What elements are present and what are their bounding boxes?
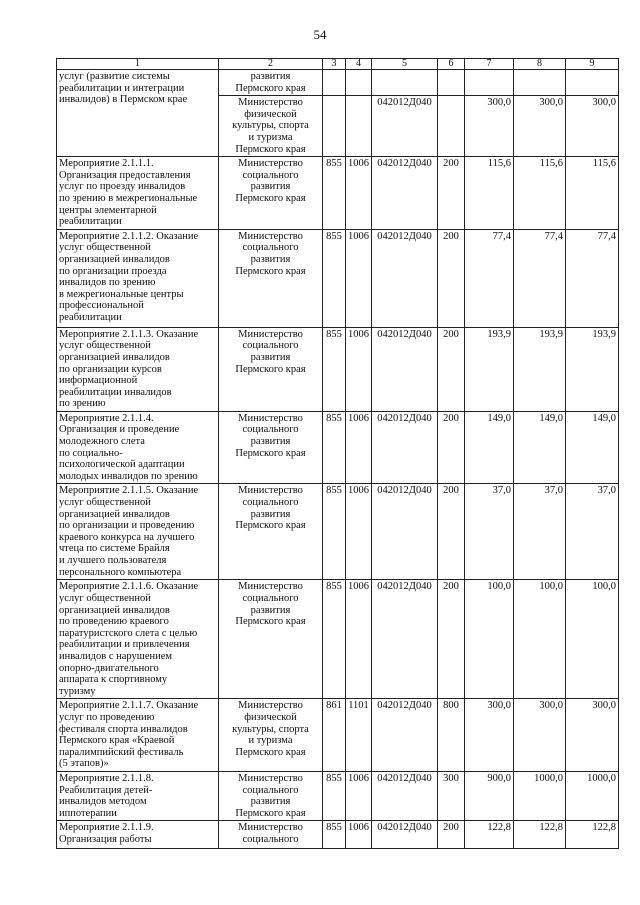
executor-cell: Министерство социального	[219, 821, 323, 849]
target-article-cell: 042012Д040	[372, 157, 438, 230]
grbs-code-cell: 855	[323, 327, 346, 411]
header-cell: 9	[566, 59, 619, 70]
activity-name-cell: Мероприятие 2.1.1.6. Оказание услуг общественной организацией инвалидов по проведению краевого паратуристского слета с целью реабилитации и привлечения инвалидов с нарушением опорно-двигательного аппарата к спортивному туризму	[57, 580, 219, 699]
table-row	[57, 411, 619, 484]
amount-year3-cell	[566, 70, 619, 96]
target-article-cell: 042012Д040	[372, 580, 438, 699]
target-article-cell	[372, 70, 438, 96]
expense-type-cell: 200	[438, 327, 465, 411]
amount-year2-cell: 149,0	[514, 411, 566, 484]
target-article-cell: 042012Д040	[372, 699, 438, 772]
header-cell: 6	[438, 59, 465, 70]
executor-cell: развития Пермского края	[219, 70, 323, 96]
amount-year3-cell: 77,4	[566, 229, 619, 327]
grbs-code-cell	[323, 70, 346, 96]
executor-cell: Министерство социального развития Пермского края	[219, 411, 323, 484]
expense-type-cell: 200	[438, 484, 465, 580]
page-number: 54	[313, 27, 327, 42]
amount-year1-cell: 300,0	[465, 96, 514, 157]
amount-year3-cell: 300,0	[566, 699, 619, 772]
amount-year1-cell	[465, 70, 514, 96]
table-row	[57, 70, 619, 96]
amount-year3-cell: 115,6	[566, 157, 619, 230]
grbs-code-cell: 855	[323, 411, 346, 484]
section-code-cell: 1006	[346, 157, 372, 230]
amount-year1-cell: 77,4	[465, 229, 514, 327]
executor-cell: Министерство социального развития Пермского края	[219, 229, 323, 327]
table-row	[57, 821, 619, 849]
executor-cell: Министерство социального развития Пермского края	[219, 327, 323, 411]
section-code-cell	[346, 70, 372, 96]
expense-type-cell	[438, 96, 465, 157]
target-article-cell: 042012Д040	[372, 327, 438, 411]
activity-name-cell: Мероприятие 2.1.1.7. Оказание услуг по проведению фестиваля спорта инвалидов Пермского края «Краевой паралимпийский фестиваль (5 этапов)»	[57, 699, 219, 772]
amount-year1-cell: 149,0	[465, 411, 514, 484]
amount-year2-cell: 37,0	[514, 484, 566, 580]
table-row	[57, 580, 619, 699]
activity-name-cell: Мероприятие 2.1.1.9. Организация работы	[57, 821, 219, 849]
amount-year1-cell: 115,6	[465, 157, 514, 230]
target-article-cell: 042012Д040	[372, 821, 438, 849]
amount-year1-cell: 300,0	[465, 699, 514, 772]
executor-cell: Министерство социального развития Пермского края	[219, 771, 323, 820]
amount-year2-cell: 100,0	[514, 580, 566, 699]
activity-name-cell: Мероприятие 2.1.1.3. Оказание услуг общественной организацией инвалидов по организации курсов информационной реабилитации инвалидов по зрению	[57, 327, 219, 411]
section-code-cell: 1006	[346, 484, 372, 580]
expense-type-cell: 200	[438, 157, 465, 230]
grbs-code-cell: 855	[323, 821, 346, 849]
expense-type-cell: 200	[438, 821, 465, 849]
expense-type-cell: 200	[438, 580, 465, 699]
amount-year2-cell: 193,9	[514, 327, 566, 411]
header-cell: 7	[465, 59, 514, 70]
expense-type-cell	[438, 70, 465, 96]
section-code-cell: 1006	[346, 411, 372, 484]
amount-year2-cell: 115,6	[514, 157, 566, 230]
header-cell: 2	[219, 59, 323, 70]
grbs-code-cell: 855	[323, 157, 346, 230]
executor-cell: Министерство физической культуры, спорта и туризма Пермского края	[219, 699, 323, 772]
expense-type-cell: 800	[438, 699, 465, 772]
target-article-cell: 042012Д040	[372, 229, 438, 327]
expense-type-cell: 200	[438, 411, 465, 484]
activity-name-cell: Мероприятие 2.1.1.4. Организация и проведение молодежного слета по социально- психологической адаптации молодых инвалидов по зрению	[57, 411, 219, 484]
executor-cell: Министерство социального развития Пермского края	[219, 484, 323, 580]
amount-year1-cell: 100,0	[465, 580, 514, 699]
amount-year2-cell	[514, 70, 566, 96]
table-row	[57, 771, 619, 820]
table-row	[57, 157, 619, 230]
section-code-cell: 1006	[346, 229, 372, 327]
section-code-cell: 1006	[346, 771, 372, 820]
target-article-cell: 042012Д040	[372, 96, 438, 157]
executor-cell: Министерство физической культуры, спорта и туризма Пермского края	[219, 96, 323, 157]
amount-year3-cell: 300,0	[566, 96, 619, 157]
grbs-code-cell: 855	[323, 580, 346, 699]
grbs-code-cell: 861	[323, 699, 346, 772]
header-cell: 3	[323, 59, 346, 70]
executor-cell: Министерство социального развития Пермского края	[219, 580, 323, 699]
amount-year1-cell: 193,9	[465, 327, 514, 411]
activity-name-cell: Мероприятие 2.1.1.1. Организация предоставления услуг по проезду инвалидов по зрению в межрегиональные центры элементарной реабилитации	[57, 157, 219, 230]
target-article-cell: 042012Д040	[372, 771, 438, 820]
amount-year3-cell: 149,0	[566, 411, 619, 484]
section-code-cell: 1006	[346, 821, 372, 849]
amount-year1-cell: 37,0	[465, 484, 514, 580]
grbs-code-cell: 855	[323, 229, 346, 327]
amount-year2-cell: 77,4	[514, 229, 566, 327]
header-cell: 5	[372, 59, 438, 70]
budget-table	[56, 58, 619, 849]
header-cell: 8	[514, 59, 566, 70]
section-code-cell	[346, 96, 372, 157]
amount-year3-cell: 100,0	[566, 580, 619, 699]
header-cell: 4	[346, 59, 372, 70]
expense-type-cell: 200	[438, 229, 465, 327]
table-row	[57, 229, 619, 327]
table-row	[57, 484, 619, 580]
activity-name-cell: Мероприятие 2.1.1.8. Реабилитация детей- инвалидов методом иппотерапии	[57, 771, 219, 820]
amount-year2-cell: 300,0	[514, 96, 566, 157]
executor-cell: Министерство социального развития Пермского края	[219, 157, 323, 230]
amount-year3-cell: 122,8	[566, 821, 619, 849]
grbs-code-cell	[323, 96, 346, 157]
amount-year1-cell: 122,8	[465, 821, 514, 849]
amount-year1-cell: 900,0	[465, 771, 514, 820]
activity-name-cell: Мероприятие 2.1.1.2. Оказание услуг общественной организацией инвалидов по организации проезда инвалидов по зрению в межрегиональные центры профессиональной реабилитации	[57, 229, 219, 327]
amount-year2-cell: 122,8	[514, 821, 566, 849]
activity-name-cell: Мероприятие 2.1.1.5. Оказание услуг общественной организацией инвалидов по организации и проведению краевого конкурса на лучшего чтеца по системе Брайля и лучшего пользователя персонального компьютера	[57, 484, 219, 580]
expense-type-cell: 300	[438, 771, 465, 820]
table-row	[57, 699, 619, 772]
header-cell: 1	[57, 59, 219, 70]
section-code-cell: 1006	[346, 580, 372, 699]
target-article-cell: 042012Д040	[372, 484, 438, 580]
activity-name-cell: услуг (развитие системы реабилитации и интеграции инвалидов) в Пермском крае	[57, 70, 219, 157]
target-article-cell: 042012Д040	[372, 411, 438, 484]
amount-year2-cell: 1000,0	[514, 771, 566, 820]
amount-year3-cell: 1000,0	[566, 771, 619, 820]
amount-year3-cell: 193,9	[566, 327, 619, 411]
section-code-cell: 1101	[346, 699, 372, 772]
amount-year2-cell: 300,0	[514, 699, 566, 772]
table-row	[57, 327, 619, 411]
grbs-code-cell: 855	[323, 771, 346, 820]
column-number-row	[57, 59, 619, 70]
section-code-cell: 1006	[346, 327, 372, 411]
grbs-code-cell: 855	[323, 484, 346, 580]
amount-year3-cell: 37,0	[566, 484, 619, 580]
